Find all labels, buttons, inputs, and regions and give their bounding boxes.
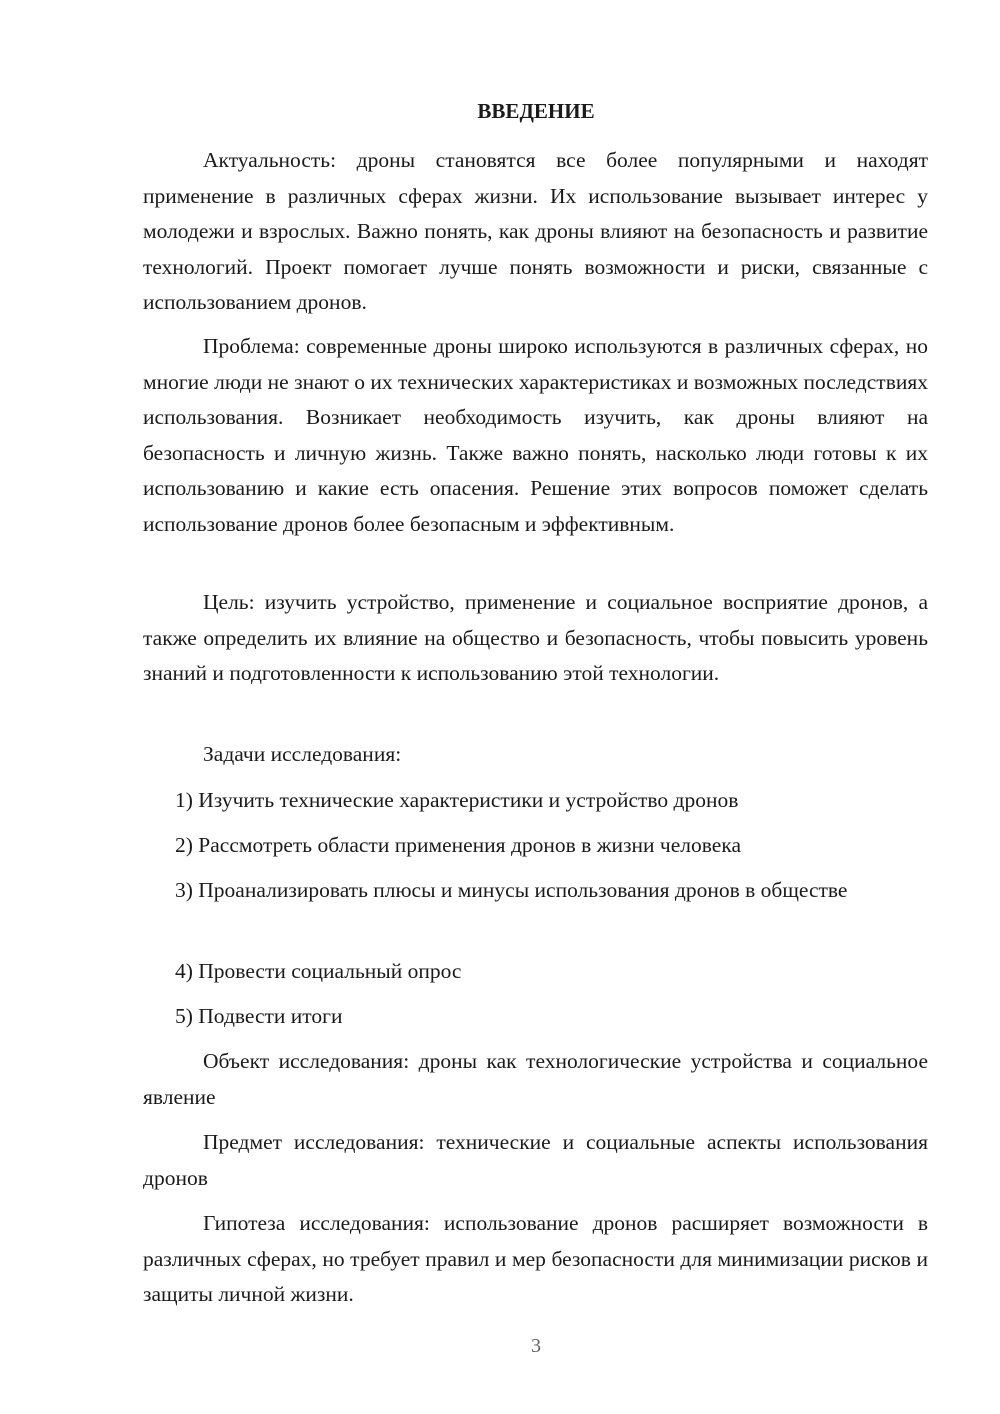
task-item-5: 5) Подвести итоги [175, 1004, 343, 1028]
paragraph-subject: Предмет исследования: технические и социальные аспекты использования дронов [143, 1130, 928, 1190]
task-item-4: 4) Провести социальный опрос [175, 959, 462, 983]
paragraph-relevance: Актуальность: дроны становятся все более популярными и находят применение в различных сферах жизни. Их использование вызывает интерес у молодежи и взрослых. Важно понять, как дроны влияют на безопасность и развитие технологий. Проект помогает лучше понять возможности и риски, связанные с использованием дронов. [143, 148, 928, 314]
task-item-3: 3) Проанализировать плюсы и минусы использования дронов в обществе [175, 878, 848, 902]
paragraph-goal: Цель: изучить устройство, применение и социальное восприятие дронов, а также определить их влияние на общество и безопасность, чтобы повысить уровень знаний и подготовленности к использованию этой технологии. [143, 590, 928, 685]
tasks-heading: Задачи исследования: [203, 742, 402, 766]
paragraph-problem: Проблема: современные дроны широко используются в различных сферах, но многие люди не знают о их технических характеристиках и возможных последствиях использования. Возникает необходимость изучить, как дроны влияют на безопасность и личную жизнь. Также важно понять, насколько люди готовы к их использованию и какие есть опасения. Решение этих вопросов поможет сделать использование дронов более безопасным и эффективным. [143, 334, 928, 536]
task-item-2: 2) Рассмотреть области применения дронов в жизни человека [175, 833, 742, 857]
paragraph-hypothesis: Гипотеза исследования: использование дронов расширяет возможности в различных сферах, но требует правил и мер безопасности для минимизации рисков и защиты личной жизни. [143, 1211, 928, 1306]
section-title: ВВЕДЕНИЕ [477, 99, 595, 123]
page-number: 3 [531, 1335, 541, 1357]
paragraph-object: Объект исследования: дроны как технологические устройства и социальное явление [143, 1049, 928, 1109]
task-item-1: 1) Изучить технические характеристики и устройство дронов [175, 788, 739, 812]
